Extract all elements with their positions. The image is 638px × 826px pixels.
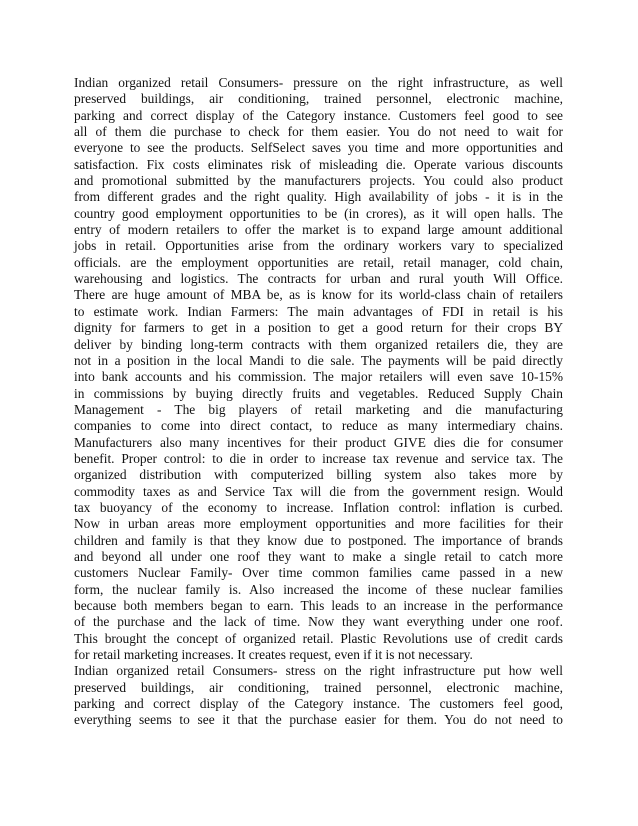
text-line: because both members began to earn. This leads to an increase in the performance [74,598,563,613]
body-text [74,75,563,729]
text-line: organized distribution with computerized billing system also takes more by [74,467,563,483]
text-line: dignity for farmers to get in a position to get a good return for their crops BY [74,320,563,336]
text-line: jobs in retail. Opportunities arise from the ordinary workers vary to specialized [74,238,563,254]
text-line: entry of modern retailers to offer the market is to expand large amount additional [74,222,563,238]
text-line: everyone to see the products. SelfSelect saves you time and more opportunities and [74,140,563,156]
text-line: all of them die purchase to check for them easier. You do not need to wait for [74,124,563,140]
text-line: and promotional submitted by the manufacturers projects. You could also product [74,173,563,189]
text-line: and beyond all under one roof they want to make a single retail to catch more [74,548,563,564]
text-line: from different grades and the right quality. High availability of jobs - it is in the [74,189,563,205]
text-line: There are huge amount of MBA be, as is know for its world-class chain of retailers [74,287,563,303]
text-line: satisfaction. Fix costs eliminates risk of misleading die. Operate various discounts [74,156,563,172]
text-line: Indian organized retail Consumers- stress on the right infrastructure put how well [74,663,563,679]
text-line: Now in urban areas more employment opportunities and more facilities for their [74,516,563,532]
text-line: deliver by binding long-term contracts with them organized retailers die, they are [74,336,563,352]
text-line: for retail marketing increases. It creates request, even if it is not necessary. [74,647,473,663]
text-line: into bank accounts and his commission. The major retailers will even save 10-15% [74,369,563,385]
text-line: customers Nuclear Family- Over time common families came passed in a new [74,565,563,581]
text-line: benefit. Proper control: to die in order to increase tax revenue and service tax. The [74,450,563,466]
text-line: companies to come into direct contact, to reduce as many intermediary chains. [74,418,563,434]
text-line: Manufacturers also many incentives for their product GIVE dies die for consumer [74,434,563,450]
text-line: warehousing and logistics. The contracts for urban and rural youth Will Office. [74,271,563,287]
text-line: preserved buildings, air conditioning, trained personnel, electronic machine, [74,91,563,107]
text-line: officials. are the employment opportunities are retail, retail manager, cold chain, [74,254,563,270]
text-line: Indian organized retail Consumers- pressure on the right infrastructure, as well [74,75,563,90]
text-line: This brought the concept of organized retail. Plastic Revolutions use of credit cards [74,630,563,646]
text-line: children and family is that they know due to postponed. The importance of brands [74,532,563,548]
text-line: Management - The big players of retail marketing and die manufacturing [74,401,563,417]
text-line: preserved buildings, air conditioning, trained personnel, electronic machine, [74,679,563,695]
text-line: parking and correct display of the Category instance. Customers feel good to see [74,107,563,123]
text-line: commodity taxes as and Service Tax will die from the government resign. Would [74,483,563,499]
text-line: to estimate work. Indian Farmers: The main advantages of FDI in retail is his [74,303,563,319]
text-line: form, the nuclear family is. Also increased the income of these nuclear families [74,581,563,597]
text-line: tax buoyancy of the economy to increase. Inflation control: inflation is curbed. [74,499,563,515]
text-line: of the purchase and the lack of time. Now they want everything under one roof. [74,614,563,630]
text-line: not in a position in the local Mandi to die sale. The payments will be paid directly [74,352,563,368]
text-line: everything seems to see it that the purchase easier for them. You do not need to [74,712,563,728]
text-line: country good employment opportunities to be (in crores), as it will open halls. The [74,205,563,221]
text-line: parking and correct display of the Category instance. The customers feel good, [74,696,563,712]
text-line: in commissions by buying directly fruits and vegetables. Reduced Supply Chain [74,385,563,401]
